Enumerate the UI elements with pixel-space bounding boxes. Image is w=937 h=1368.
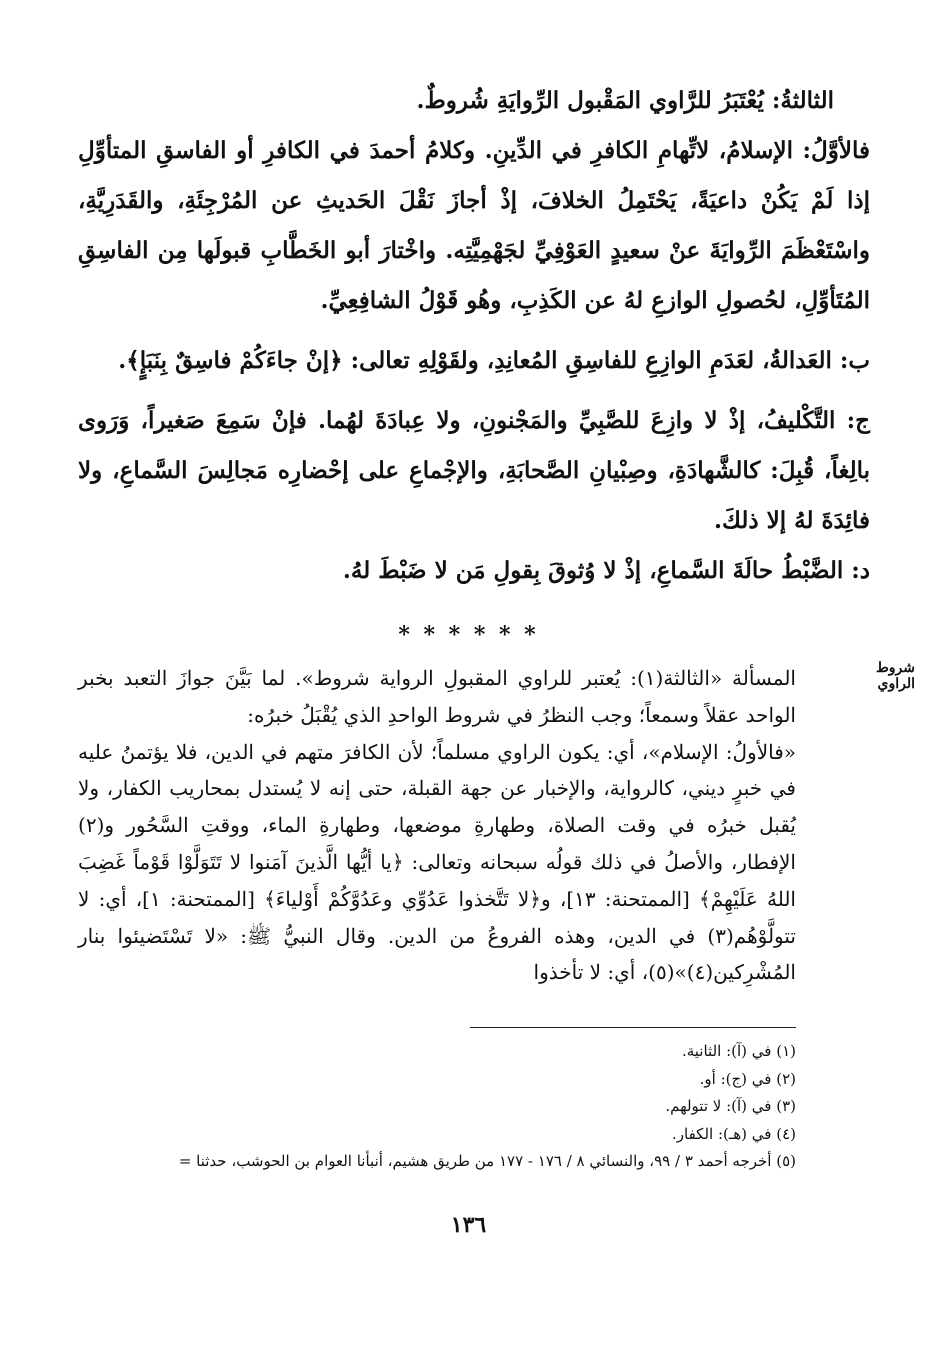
section-separator: * * * * * * [398, 622, 539, 648]
matn-paragraph-3: الثالثةُ: يُعْتَبَرُ للرَّاوي المَقْبول الرِّوايَةِ شُروطٌ. [416, 87, 834, 114]
commentary-paragraph: المسألة «الثالثة(١): يُعتبر للراوي المقبولِ الرواية شروط». لما بَيَّنَ جوازَ التعبد بخبر الواحد عقلاً وسمعاً؛ وجب النظرُ في شروط الواحدِ الذي يُقْبَلُ خبرُه: [78, 666, 796, 727]
commentary-paragraph: «فالأولُ: الإسلام»، أي: يكون الراوي مسلماً؛ لأن الكافرَ متهم في الدين، فلا يؤتمنُ عليه في خبرٍ ديني، كالرواية، والإخبار عن جهة القبلة، حتى إنه لا يُستدل بمحاريب الكفار، ولا يُقبل خبرُه في وقت الصلاة، وطهارةِ موضعها، وطهارةِ الماء، ووقتِ السَّحُور و(٢) الإفطار، والأصلُ في ذلك قولُه سبحانه وتعالى: ﴿يا أيُّها الَّذينَ آمَنوا لا تَتَوَلَّوْا قَوْماً غَضِبَ اللهُ عَلَيْهِمْ﴾ [الممتحنة: ١٣]، و﴿لا تَتَّخذوا عَدُوِّي وعَدُوَّكُمْ أَوْلياءَ﴾ [الممتحنة: ١]، أي: لا تتولَّوْهُم(٣) في الدين، وهذه الفروعُ من الدين. وقال النبيُّ ﷺ: «لا تَسْتَضيئوا بنار المُشْرِكين(٤)»(٥)، أي: لا تأخذوا [78, 739, 796, 985]
footnote: (٥) أخرجه أحمد ٣ / ٩٩، والنسائي ٨ / ١٧٦ - ١٧٧ من طريق هشيم، أنبأنا العوام بن الحوشب، حدثنا = [178, 1152, 796, 1170]
matn-condition-islam: فالأوَّلُ: الإسلامُ، لاتِّهامِ الكافرِ في الدِّينِ. وكلامُ أحمدَ في الكافرِ أو الفاسقِ المتأوِّلِ إذا لَمْ يَكُنْ داعيَةً، يَحْتَمِلُ الخلافَ، إذْ أجازَ نَقْلَ الحَديثِ عن المُرْجِئَةِ، والقَدَرِيَّةِ، واسْتَعْظَمَ الرِّوايَةَ عنْ سعيدٍ العَوْفِيِّ لجَهْمِيَّتِه. واخْتارَ أبو الخَطَّابِ قبولَها مِن الفاسِقِ المُتَأوِّلِ، لحُصولِ الوازعِ لهُ عن الكَذِبِ، وهُو قَوْلُ الشافِعِيِّ. [78, 137, 870, 314]
footnote-divider [470, 1027, 796, 1028]
matn-condition-dabt: د: الضَّبْطُ حالَةَ السَّماعِ، إذْ لا وُثوقَ بِقولِ مَن لا ضَبْطَ لهُ. [342, 557, 870, 584]
matn-condition-adala: ب: العَدالةُ، لعَدَمِ الوازِعِ للفاسِقِ المُعانِدِ، ولقَوْلِهِ تعالى: ﴿إنْ جاءَكُمْ فاسِقٌ بِنَبَإٍ﴾. [118, 347, 870, 374]
commentary-text [78, 660, 796, 991]
footnote: (١) في (آ): الثانية. [681, 1042, 796, 1060]
footnotes [78, 1038, 796, 1176]
matn-text [78, 76, 870, 596]
page-number: ١٣٦ [450, 1212, 487, 1238]
matn-condition-taklif: ج: التَّكْليفُ، إذْ لا وازِعَ للصَّبِيِّ والمَجْنونِ، ولا عِبادَةَ لهُما. فإنْ سَمِعَ صَغيراً، وَرَوى بالِغاً، قُبِلَ: كالشَّهادَةِ، وصِبْيانِ الصَّحابَةِ، والإجْماعِ على إحْضارِه مَجالِسَ السَّماعِ، ولا فائِدَةَ لهُ إلا ذلكَ. [78, 407, 870, 534]
margin-heading: شروط الراوي [875, 660, 915, 692]
footnote: (٤) في (هـ): الكفار. [671, 1124, 796, 1143]
footnote: (٣) في (آ): لا تتولهم. [665, 1097, 796, 1115]
footnote: (٢) في (ج): أو. [699, 1069, 796, 1088]
